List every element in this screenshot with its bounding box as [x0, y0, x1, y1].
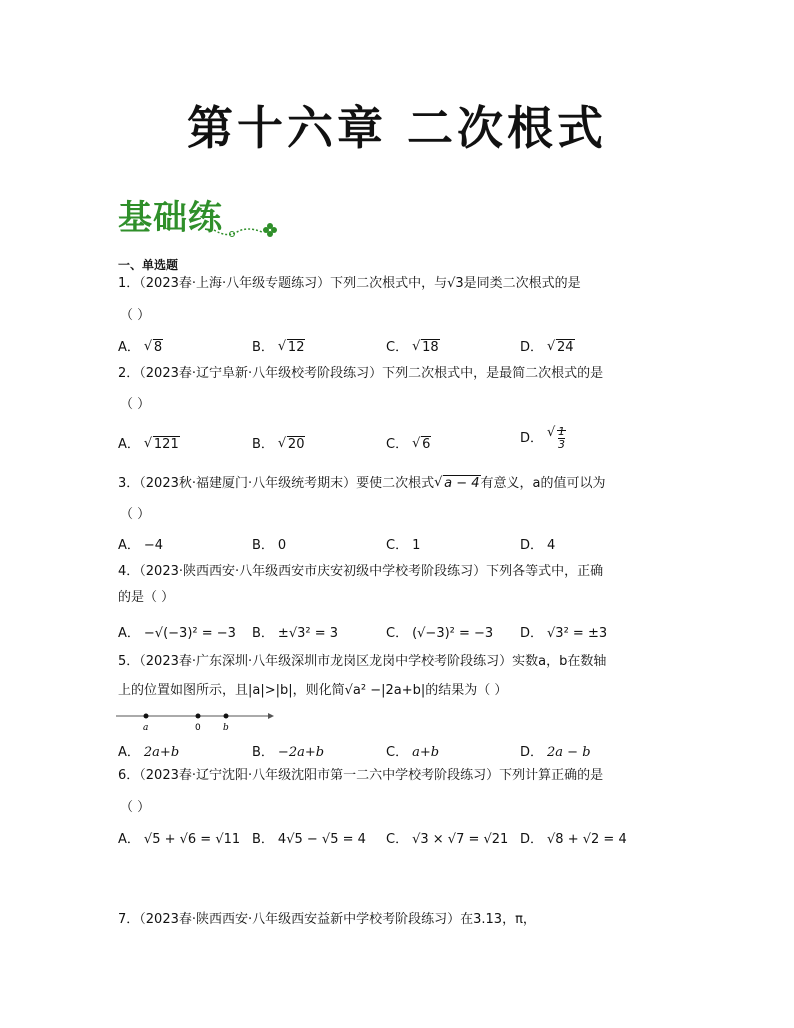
option-letter: A．	[118, 832, 140, 847]
radicand: 8	[153, 340, 163, 355]
number-line-label-b: b	[223, 723, 229, 733]
option-letter: A．	[118, 437, 140, 452]
option-letter: C．	[386, 340, 409, 355]
option-letter: B．	[252, 437, 274, 452]
option-value: 0	[277, 538, 287, 553]
q1-option-b[interactable]	[252, 336, 305, 355]
option-value: √3 × √7 = √21	[412, 832, 509, 847]
question-6-paren: （ ）	[120, 800, 151, 815]
option-letter: B．	[252, 538, 274, 553]
q3-option-a[interactable]	[118, 534, 163, 553]
section-banner: 基础练	[118, 198, 223, 238]
page-title: 第十六章 二次根式	[186, 101, 607, 155]
question-7-text: 7．（2023春·陕西西安·八年级西安益新中学校考阶段练习）在3.13，π，	[118, 912, 536, 927]
number-line-label-a: a	[143, 723, 149, 733]
option-letter: A．	[118, 340, 140, 355]
radicand: 18	[422, 340, 439, 355]
q2-option-b[interactable]	[252, 433, 305, 452]
question-1-paren: （ ）	[120, 308, 151, 323]
option-letter: B．	[252, 340, 274, 355]
option-letter: C．	[386, 437, 409, 452]
q5-option-c[interactable]	[386, 741, 439, 760]
option-value: √8 + √2 = 4	[547, 832, 627, 847]
q1-option-a[interactable]	[118, 336, 163, 355]
option-letter: D．	[520, 626, 544, 641]
option-value: √5 + √6 = √11	[143, 832, 241, 847]
q2-option-d[interactable]	[520, 426, 566, 451]
question-4-text-line2: 的是（ ）	[118, 590, 175, 605]
q4-option-d[interactable]	[520, 622, 607, 641]
question-6-text: 6．（2023春·辽宁沈阳·八年级沈阳市第一二六中学校考阶段练习）下列计算正确的是	[118, 768, 604, 783]
option-letter: D．	[520, 832, 544, 847]
option-value: 2a − b	[547, 745, 591, 760]
q3-option-c[interactable]	[386, 534, 420, 553]
q5-option-d[interactable]	[520, 741, 591, 760]
option-value: −4	[143, 538, 164, 553]
option-letter: D．	[520, 538, 544, 553]
section-heading: 一、单选题	[118, 258, 179, 272]
option-value: ±√3² = 3	[277, 626, 339, 641]
radicand: 20	[287, 437, 305, 452]
option-value: −2a+b	[277, 745, 325, 760]
option-value: √3² = ±3	[547, 626, 608, 641]
radicand: a − 4	[444, 476, 480, 491]
q6-option-d[interactable]	[520, 828, 627, 847]
q4-option-a[interactable]	[118, 622, 236, 641]
option-value: 4√5 − √5 = 4	[277, 832, 366, 847]
q6-option-c[interactable]	[386, 828, 508, 847]
option-value: a+b	[412, 745, 440, 760]
number-line-figure	[116, 708, 276, 734]
q5-option-b[interactable]	[252, 741, 324, 760]
option-letter: C．	[386, 832, 409, 847]
q3-option-b[interactable]	[252, 534, 286, 553]
option-letter: D．	[520, 431, 544, 446]
question-5-text: 5．（2023春·广东深圳·八年级深圳市龙岗区龙岗中学校考阶段练习）实数a，b在数轴	[118, 654, 607, 669]
q1-option-d[interactable]	[520, 336, 575, 355]
fraction-denominator: 3	[558, 438, 566, 451]
question-1-text: 1．（2023春·上海·八年级专题练习）下列二次根式中，与√3是同类二次根式的是	[118, 276, 581, 291]
fraction-numerator: √ 1	[558, 425, 566, 438]
option-letter: C．	[386, 745, 409, 760]
option-letter: A．	[118, 745, 140, 760]
question-3-text	[118, 474, 606, 494]
radicand: 12	[287, 340, 305, 355]
number-line-label-zero: 0	[195, 723, 201, 733]
question-3-paren: （ ）	[120, 507, 151, 522]
q1-option-c[interactable]	[386, 336, 440, 355]
option-value: (√−3)² = −3	[412, 626, 494, 641]
option-value: 2a+b	[143, 745, 180, 760]
option-letter: A．	[118, 538, 140, 553]
radicand: 6	[422, 437, 431, 452]
radicand: 121	[153, 437, 179, 452]
question-2-paren: （ ）	[120, 397, 151, 412]
option-letter: C．	[386, 626, 409, 641]
option-value: −√(−3)² = −3	[143, 626, 236, 641]
option-letter: B．	[252, 626, 274, 641]
q6-option-a[interactable]	[118, 828, 240, 847]
option-letter: C．	[386, 538, 409, 553]
option-letter: D．	[520, 745, 544, 760]
option-letter: B．	[252, 832, 274, 847]
question-3-suffix: 有意义，a的值可以为	[480, 476, 606, 491]
radicand: 24	[557, 340, 574, 355]
q2-option-a[interactable]	[118, 433, 180, 452]
question-2-text: 2．（2023春·辽宁阜新·八年级校考阶段练习）下列二次根式中，是最简二次根式的是	[118, 366, 604, 381]
question-3-prefix: 3．（2023秋·福建厦门·八年级统考期末）要使二次根式	[118, 476, 435, 491]
q4-option-b[interactable]	[252, 622, 338, 641]
option-value: 4	[547, 538, 556, 553]
vine-decoration-icon	[212, 210, 282, 240]
q2-option-c[interactable]	[386, 433, 431, 452]
option-letter: A．	[118, 626, 140, 641]
q3-option-d[interactable]	[520, 534, 555, 553]
option-letter: B．	[252, 745, 274, 760]
question-5-text-line2: 上的位置如图所示，且|a|>|b|，则化简√a² −|2a+b|的结果为（ ）	[118, 683, 508, 698]
option-value: 1	[412, 538, 421, 553]
option-letter: D．	[520, 340, 544, 355]
q4-option-c[interactable]	[386, 622, 493, 641]
q6-option-b[interactable]	[252, 828, 366, 847]
question-4-text: 4．（2023·陕西西安·八年级西安市庆安初级中学校考阶段练习）下列各等式中，正确	[118, 564, 604, 579]
q5-option-a[interactable]	[118, 741, 179, 760]
